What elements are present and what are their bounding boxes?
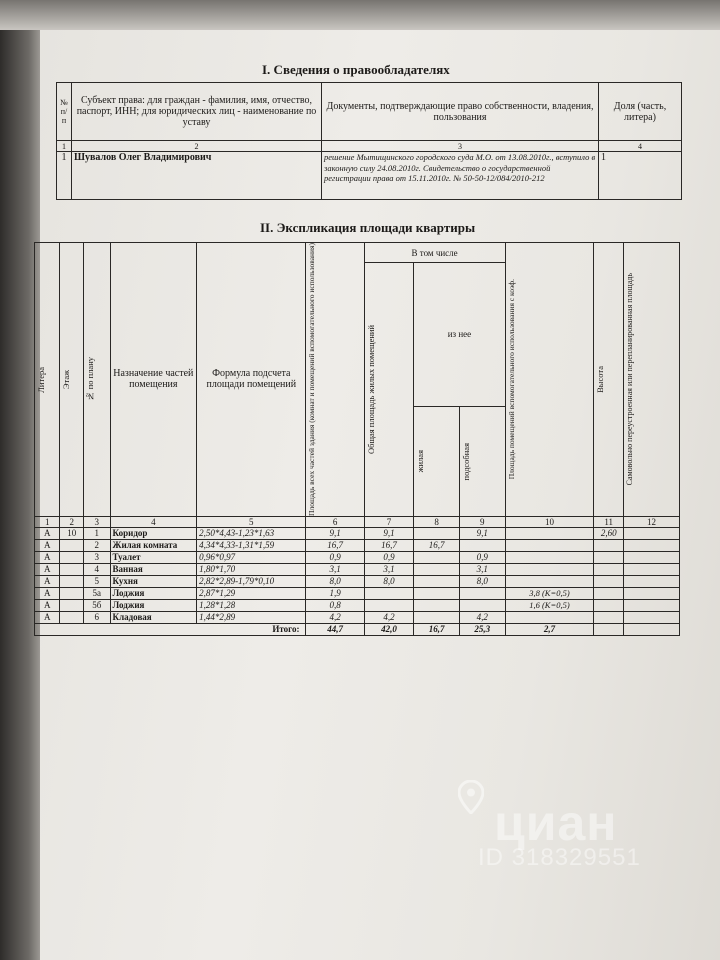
area-table-row [35,539,680,551]
cell-living-total: 3,1 [364,563,414,575]
hdr-aux-coef-text: Площадь помещений вспомогательного использования с коэф. [506,279,516,480]
totals-label: Итого: [35,623,306,635]
area-colnum: 9 [459,516,505,527]
cell-living [414,599,460,611]
cell-unauth [624,551,680,563]
hdr-total-area [306,243,364,517]
cell-plan: 5б [84,599,110,611]
owners-colnum-2: 2 [72,141,322,152]
cell-living-total: 4,2 [364,611,414,623]
cell-litera: А [35,551,60,563]
owner-row-num: 1 [57,152,72,200]
cell-aux: 8,0 [459,575,505,587]
cell-unauth [624,527,680,539]
cell-name: Лоджия [110,587,197,599]
cell-coef: 3,8 (K=0,5) [505,587,594,599]
cell-formula: 4,34*4,33-1,31*1,59 [197,539,306,551]
cell-total: 8,0 [306,575,364,587]
cell-total: 1,9 [306,587,364,599]
cell-living: 16,7 [414,539,460,551]
area-colnum: 5 [197,516,306,527]
area-colnum: 11 [594,516,624,527]
cell-plan: 4 [84,563,110,575]
cell-total: 16,7 [306,539,364,551]
cell-height [594,551,624,563]
cell-floor [60,575,84,587]
totals-total: 44,7 [306,623,364,635]
hdr-auxiliary-text: подсобная [460,442,471,481]
area-colnum: 8 [414,516,460,527]
watermark-brand: циан [494,795,618,851]
watermark-id: ID 318329551 [478,844,641,871]
cell-litera: А [35,539,60,551]
hdr-litera [35,243,60,517]
cell-formula: 1,80*1,70 [197,563,306,575]
cell-name: Кладовая [110,611,197,623]
cell-name: Жилая комната [110,539,197,551]
cell-living [414,587,460,599]
hdr-plan-no-text: № по плану [85,357,96,402]
hdr-purpose: Назначение частей помещения [110,243,197,517]
area-colnum: 6 [306,516,364,527]
cell-formula: 2,87*1,29 [197,587,306,599]
cell-aux [459,539,505,551]
cell-aux: 0,9 [459,551,505,563]
cell-name: Туалет [110,551,197,563]
totals-unauth [624,623,680,635]
cell-litera: А [35,563,60,575]
owners-header-docs: Документы, подтверждающие право собственности, владения, пользования [322,83,599,141]
cell-living-total [364,587,414,599]
cell-plan: 3 [84,551,110,563]
area-table-row [35,587,680,599]
hdr-living-total-text: Общая площадь жилых помещений [365,324,376,454]
hdr-auxiliary [459,406,505,516]
hdr-height [594,243,624,517]
owners-header-num: № п/п [57,83,72,141]
cell-height [594,539,624,551]
cell-height [594,563,624,575]
cell-coef [505,551,594,563]
owner-documents: решение Мытищинского городского суда М.О. от 13.08.2010г., вступило в законную силу 24.08.2010г. Свидетельство о государственной регистрации права от 15.11.2010г. № 50-50-12/084/2010-212 [322,152,599,200]
hdr-incl: В том числе [364,243,505,263]
cell-living [414,563,460,575]
totals-coef: 2,7 [505,623,594,635]
cell-living [414,527,460,539]
cell-litera: А [35,599,60,611]
cell-total: 9,1 [306,527,364,539]
hdr-aux-coef [505,243,594,517]
cell-aux: 4,2 [459,611,505,623]
area-table-row [35,563,680,575]
cian-watermark [438,778,678,878]
cell-name: Лоджия [110,599,197,611]
cell-plan: 2 [84,539,110,551]
cell-unauth [624,563,680,575]
cell-height [594,611,624,623]
cell-total: 4,2 [306,611,364,623]
hdr-unauthorized [624,243,680,517]
cell-living [414,551,460,563]
cell-height [594,575,624,587]
cell-name: Кухня [110,575,197,587]
cell-living-total: 9,1 [364,527,414,539]
hdr-total-area-text: Площадь всех частей здания (комнат и помещений вспомогательного использования) [307,243,317,516]
section2-title: II. Экспликация площади квартиры [260,220,476,235]
owners-colnum-1: 1 [57,141,72,152]
totals-living: 16,7 [414,623,460,635]
cell-living-total: 0,9 [364,551,414,563]
owner-name: Шувалов Олег Владимирович [72,152,322,200]
area-table-row [35,611,680,623]
area-table [34,242,680,636]
cell-litera: А [35,587,60,599]
area-table-row [35,527,680,539]
owners-colnum-3: 3 [322,141,599,152]
cell-height [594,587,624,599]
cell-floor [60,611,84,623]
cell-unauth [624,611,680,623]
hdr-floor [60,243,84,517]
cell-floor [60,599,84,611]
area-table-row [35,575,680,587]
cell-unauth [624,587,680,599]
hdr-living-total [364,263,414,517]
cell-unauth [624,575,680,587]
cell-name: Коридор [110,527,197,539]
section1-title: I. Сведения о правообладателях [262,62,450,77]
totals-height [594,623,624,635]
area-totals-row [35,623,680,635]
cell-coef [505,575,594,587]
area-colnum: 7 [364,516,414,527]
totals-aux: 25,3 [459,623,505,635]
cell-aux: 9,1 [459,527,505,539]
area-colnum: 2 [60,516,84,527]
area-colnum: 1 [35,516,60,527]
cell-formula: 1,44*2,89 [197,611,306,623]
cell-plan: 5 [84,575,110,587]
cell-aux [459,587,505,599]
cell-aux: 3,1 [459,563,505,575]
owners-header-share: Доля (часть, литера) [599,83,682,141]
top-sheet-edge [0,0,720,30]
hdr-floor-text: Этаж [61,369,72,390]
hdr-height-text: Высота [595,366,606,393]
cell-living-total [364,599,414,611]
cell-formula: 2,50*4,43-1,23*1,63 [197,527,306,539]
cell-litera: А [35,575,60,587]
hdr-litera-text: Литера [36,366,46,393]
hdr-living-text: жилая [415,450,426,473]
cell-floor [60,551,84,563]
cell-living [414,611,460,623]
cell-name: Ванная [110,563,197,575]
hdr-unauthorized-text: Самовольно переустроенная или перепланированная площадь [625,273,635,486]
hdr-living [414,406,460,516]
totals-living-total: 42,0 [364,623,414,635]
area-colnum: 12 [624,516,680,527]
area-colnum: 10 [505,516,594,527]
owners-table [56,82,682,200]
cell-total: 3,1 [306,563,364,575]
cell-floor: 10 [60,527,84,539]
cell-total: 0,8 [306,599,364,611]
cell-total: 0,9 [306,551,364,563]
cell-formula: 1,28*1,28 [197,599,306,611]
cell-coef: 1,6 (K=0,5) [505,599,594,611]
cell-unauth [624,539,680,551]
cell-height: 2,60 [594,527,624,539]
cell-litera: А [35,611,60,623]
cell-coef [505,527,594,539]
owners-colnum-4: 4 [599,141,682,152]
area-colnum: 3 [84,516,110,527]
cell-floor [60,563,84,575]
area-table-row [35,551,680,563]
cell-height [594,599,624,611]
cell-living-total: 8,0 [364,575,414,587]
owner-share: 1 [599,152,682,200]
owners-header-subject: Субъект права: для граждан - фамилия, имя, отчество, паспорт, ИНН; для юридических лиц - наименование по уставу [72,83,322,141]
cell-litera: А [35,527,60,539]
cell-plan: 5а [84,587,110,599]
cell-coef [505,539,594,551]
area-rows [35,527,680,623]
area-colnum: 4 [110,516,197,527]
location-pin-icon [458,780,484,814]
cell-plan: 1 [84,527,110,539]
hdr-of-which: из нее [414,263,505,407]
cell-living [414,575,460,587]
cell-formula: 0,96*0,97 [197,551,306,563]
cell-coef [505,611,594,623]
cell-coef [505,563,594,575]
cell-living-total: 16,7 [364,539,414,551]
cell-formula: 2,82*2,89-1,79*0,10 [197,575,306,587]
hdr-plan-no [84,243,110,517]
cell-floor [60,539,84,551]
hdr-formula: Формула подсчета площади помещений [197,243,306,517]
cell-plan: 6 [84,611,110,623]
cell-aux [459,599,505,611]
area-table-row [35,599,680,611]
cell-unauth [624,599,680,611]
area-colnums-row [35,516,680,527]
cell-floor [60,587,84,599]
